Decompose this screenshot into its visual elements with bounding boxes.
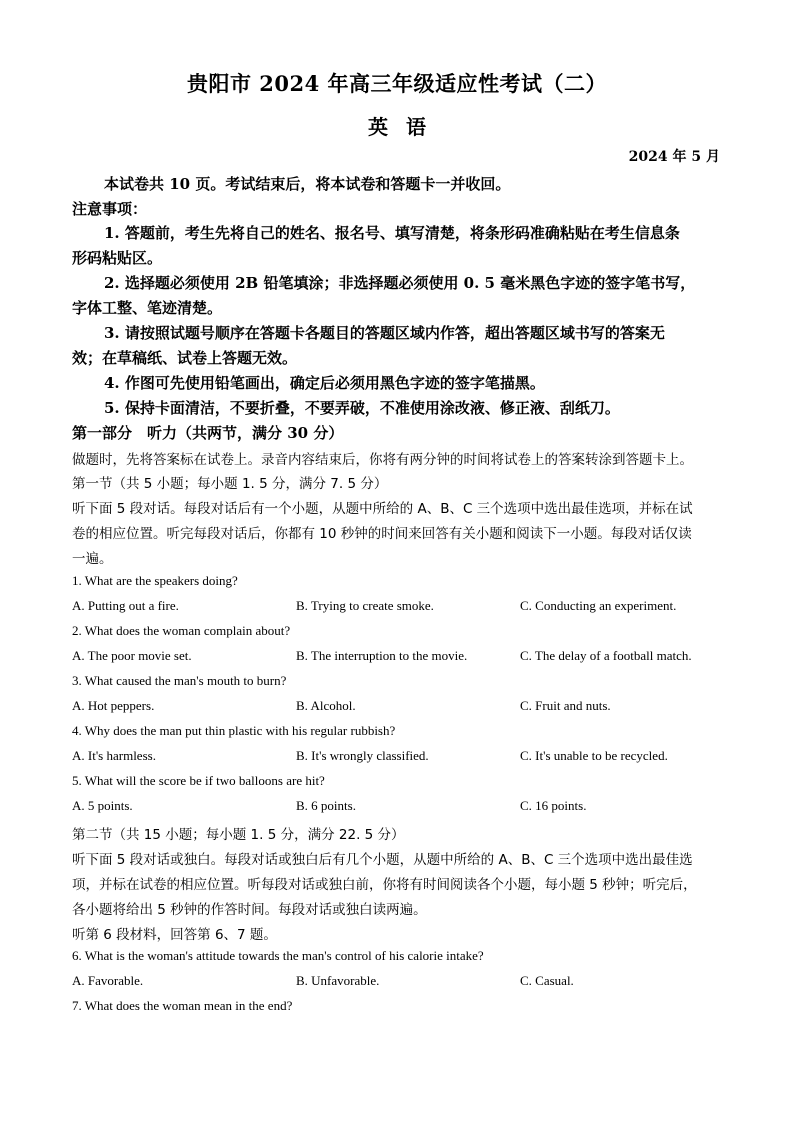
question-2: 2. What does the woman complain about? — [72, 623, 291, 638]
section2-directions: 项，并标在试卷的相应位置。听每段对话或独白前，你将有时间阅读各个小题，每小题 5 秒钟；听完后， — [72, 877, 697, 893]
section2-directions: 听下面 5 段对话或独白。每段对话或独白后有几个小题，从题中所给的 A、B、C 三个选项中选出最佳选 — [72, 852, 693, 868]
option-a: A. 5 points. — [72, 798, 133, 813]
notice-item: 1. 答题前，考生先将自己的姓名、报名号、填写清楚，将条形码准确粘贴在考生信息条 — [104, 224, 680, 242]
option-b: B. Trying to create smoke. — [296, 598, 434, 613]
option-c: C. Fruit and nuts. — [520, 698, 611, 713]
part1-note: 做题时，先将答案标在试卷上。录音内容结束后，你将有两分钟的时间将试卷上的答案转涂到答题卡上。 — [72, 452, 693, 468]
question-3: 3. What caused the man's mouth to burn? — [72, 673, 287, 688]
notice-item: 形码粘贴区。 — [72, 249, 163, 267]
question-1: 1. What are the speakers doing? — [72, 573, 238, 588]
part1-heading: 第一部分 听力（共两节，满分 30 分） — [72, 424, 344, 442]
section2-heading: 第二节（共 15 小题；每小题 1. 5 分，满分 22. 5 分） — [72, 827, 405, 843]
option-c: C. Conducting an experiment. — [520, 598, 677, 613]
subject-title: 英语 — [368, 115, 444, 139]
notice-item: 5. 保持卡面清洁，不要折叠，不要弄破，不准使用涂改液、修正液、刮纸刀。 — [104, 399, 620, 417]
section1-directions: 卷的相应位置。听完每段对话后，你都有 10 秒钟的时间来回答有关小题和阅读下一小题。每段对话仅读 — [72, 526, 692, 542]
option-b: B. Unfavorable. — [296, 973, 380, 988]
exam-intro: 本试卷共 10 页。考试结束后，将本试卷和答题卡一并收回。 — [104, 175, 511, 193]
option-c: C. Casual. — [520, 973, 574, 988]
option-c: C. It's unable to be recycled. — [520, 748, 668, 763]
section2-directions: 各小题将给出 5 秒钟的作答时间。每段对话或独白读两遍。 — [72, 902, 427, 918]
option-b: B. The interruption to the movie. — [296, 648, 468, 663]
material-6-note: 听第 6 段材料，回答第 6、7 题。 — [72, 927, 277, 943]
option-c: C. 16 points. — [520, 798, 587, 813]
notice-item: 2. 选择题必须使用 2B 铅笔填涂；非选择题必须使用 0. 5 毫米黑色字迹的签字笔书写， — [104, 274, 696, 292]
exam-date: 2024 年 5 月 — [628, 149, 720, 165]
section1-directions: 听下面 5 段对话。每段对话后有一个小题，从题中所给的 A、B、C 三个选项中选出最佳选项，并标在试 — [72, 501, 693, 517]
section1-directions: 一遍。 — [72, 551, 113, 567]
notice-item: 3. 请按照试题号顺序在答题卡各题目的答题区域内作答，超出答题区域书写的答案无 — [104, 324, 665, 342]
question-4: 4. Why does the man put thin plastic with his regular rubbish? — [72, 723, 396, 738]
question-7: 7. What does the woman mean in the end? — [72, 998, 293, 1013]
notice-item: 效；在草稿纸、试卷上答题无效。 — [72, 349, 298, 367]
question-6: 6. What is the woman's attitude towards the man's control of his calorie intake? — [72, 948, 484, 963]
option-a: A. Hot peppers. — [72, 698, 155, 713]
notice-item: 字体工整、笔迹清楚。 — [72, 299, 223, 317]
option-a: A. Favorable. — [72, 973, 144, 988]
question-5: 5. What will the score be if two balloons are hit? — [72, 773, 325, 788]
option-a: A. The poor movie set. — [72, 648, 192, 663]
option-c: C. The delay of a football match. — [520, 648, 692, 663]
option-a: A. Putting out a fire. — [72, 598, 179, 613]
notice-heading: 注意事项： — [72, 200, 148, 218]
option-a: A. It's harmless. — [72, 748, 156, 763]
exam-title: 贵阳市 2024 年高三年级适应性考试（二） — [186, 71, 608, 96]
option-b: B. It's wrongly classified. — [296, 748, 429, 763]
option-b: B. 6 points. — [296, 798, 356, 813]
notice-item: 4. 作图可先使用铅笔画出，确定后必须用黑色字迹的签字笔描黑。 — [104, 374, 545, 392]
option-b: B. Alcohol. — [296, 698, 356, 713]
section1-heading: 第一节（共 5 小题；每小题 1. 5 分，满分 7. 5 分） — [72, 476, 388, 492]
